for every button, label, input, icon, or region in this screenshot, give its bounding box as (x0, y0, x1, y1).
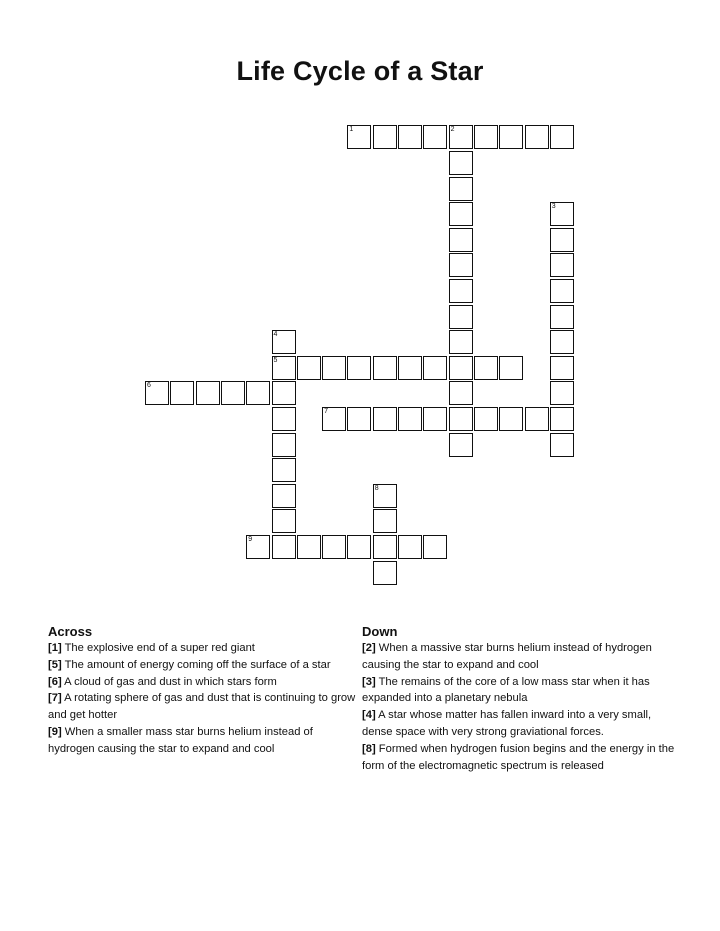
grid-cell[interactable] (499, 356, 523, 380)
grid-cell[interactable] (373, 535, 397, 559)
grid-cell[interactable] (550, 125, 574, 149)
grid-cell[interactable] (196, 381, 220, 405)
across-heading: Across (48, 624, 93, 639)
grid-cell[interactable] (449, 356, 473, 380)
down-heading: Down (362, 624, 398, 639)
grid-cell[interactable] (272, 330, 296, 354)
cell-number: 9 (248, 536, 253, 543)
clue-number: [5] (48, 658, 62, 671)
grid-cell[interactable] (474, 125, 498, 149)
grid-cell[interactable] (322, 535, 346, 559)
grid-cell[interactable] (449, 151, 473, 175)
down-clue (362, 674, 677, 708)
grid-cell[interactable] (449, 253, 473, 277)
clue-number: [9] (48, 725, 62, 738)
grid-cell[interactable] (373, 407, 397, 431)
clue-number: [4] (362, 709, 376, 722)
cell-number: 6 (147, 382, 151, 390)
grid-cell[interactable] (550, 381, 574, 405)
across-clue (48, 724, 358, 758)
grid-cell[interactable] (347, 407, 371, 431)
grid-cell[interactable] (449, 407, 473, 431)
grid-cell[interactable] (449, 177, 473, 201)
grid-cell[interactable] (499, 125, 523, 149)
across-clue (48, 640, 358, 657)
cell-number: 4 (273, 331, 278, 339)
grid-cell[interactable] (373, 509, 397, 533)
grid-cell[interactable] (347, 125, 371, 149)
down-clue (362, 707, 677, 741)
cell-number: 8 (374, 484, 379, 492)
grid-cell[interactable] (297, 356, 321, 380)
grid-cell[interactable] (246, 381, 270, 405)
grid-cell[interactable] (272, 509, 296, 533)
across-clue-list (48, 640, 358, 758)
grid-cell[interactable] (272, 407, 296, 431)
clue-number: [1] (48, 642, 62, 654)
grid-cell[interactable] (525, 125, 549, 149)
clue-text: A star whose matter has fallen inward into a very small, dense space with very strong graviational forces. (362, 709, 652, 738)
grid-cell[interactable] (423, 407, 447, 431)
grid-cell[interactable] (398, 535, 422, 559)
grid-cell[interactable] (398, 125, 422, 149)
grid-cell[interactable] (449, 433, 473, 457)
page-title: Life Cycle of a Star (236, 56, 484, 86)
grid-cell[interactable] (246, 535, 270, 559)
down-clue (362, 640, 677, 674)
grid-cell[interactable] (550, 433, 574, 457)
grid-cell[interactable] (145, 381, 169, 405)
grid-cell[interactable] (449, 381, 473, 405)
clue-text: The explosive end of a super red giant (61, 642, 255, 654)
grid-cell[interactable] (272, 433, 296, 457)
cell-number: 1 (349, 126, 354, 134)
clue-text: When a massive star burns helium instead of hydrogen causing the star to expand and cool (362, 642, 652, 671)
cell-number: 2 (450, 126, 455, 134)
grid-cell[interactable] (550, 202, 574, 226)
grid-cell[interactable] (221, 381, 245, 405)
grid-cell[interactable] (474, 356, 498, 380)
grid-cell[interactable] (449, 228, 473, 252)
down-clues (362, 623, 677, 774)
grid-cell[interactable] (170, 381, 194, 405)
grid-cell[interactable] (272, 381, 296, 405)
clue-text: The remains of the core of a low mass star when it has expanded into a planetary nebula (362, 675, 650, 705)
grid-cell[interactable] (449, 202, 473, 226)
grid-cell[interactable] (449, 279, 473, 303)
down-clue (362, 741, 677, 775)
grid-cell[interactable] (550, 356, 574, 380)
grid-cell[interactable] (550, 253, 574, 277)
clue-number: [2] (362, 642, 376, 654)
grid-cell[interactable] (272, 535, 296, 559)
grid-cell[interactable] (423, 125, 447, 149)
grid-cell[interactable] (272, 484, 296, 508)
grid-cell[interactable] (373, 561, 397, 585)
grid-cell[interactable] (550, 407, 574, 431)
grid-cell[interactable] (347, 356, 371, 380)
grid-cell[interactable] (550, 305, 574, 329)
grid-cell[interactable] (373, 356, 397, 380)
cell-number: 5 (273, 356, 278, 364)
grid-cell[interactable] (525, 407, 549, 431)
grid-cell[interactable] (449, 125, 473, 149)
across-clues (48, 623, 358, 758)
across-clue (48, 674, 358, 691)
grid-cell[interactable] (322, 356, 346, 380)
cell-number: 7 (324, 408, 328, 415)
grid-cell[interactable] (272, 356, 296, 380)
grid-cell[interactable] (550, 330, 574, 354)
clue-number: [8] (362, 742, 376, 755)
across-clue (48, 690, 358, 724)
grid-cell[interactable] (449, 305, 473, 329)
clue-text: The amount of energy coming off the surface of a star (61, 658, 331, 671)
grid-cell[interactable] (550, 279, 574, 303)
grid-cell[interactable] (550, 228, 574, 252)
clue-number: [6] (48, 675, 62, 688)
grid-cell[interactable] (373, 484, 397, 508)
clue-number: [3] (362, 675, 376, 688)
grid-cell[interactable] (373, 125, 397, 149)
grid-cell[interactable] (398, 407, 422, 431)
grid-cell[interactable] (272, 458, 296, 482)
down-clue-list (362, 640, 677, 774)
clue-text: When a smaller mass star burns helium instead of hydrogen causing the star to expand and cool (48, 725, 313, 755)
grid-cell[interactable] (423, 356, 447, 380)
grid-cell[interactable] (474, 407, 498, 431)
grid-cell[interactable] (347, 535, 371, 559)
grid-cell[interactable] (398, 356, 422, 380)
grid-cell[interactable] (423, 535, 447, 559)
clue-text: A rotating sphere of gas and dust that is continuing to grow and get hotter (48, 692, 356, 722)
cell-number: 3 (551, 203, 556, 211)
clue-number: [7] (48, 692, 62, 705)
grid-cell[interactable] (449, 330, 473, 354)
across-clue (48, 657, 358, 674)
clue-text: A cloud of gas and dust in which stars form (61, 675, 277, 688)
grid-cell[interactable] (499, 407, 523, 431)
grid-cell[interactable] (297, 535, 321, 559)
grid-cell[interactable] (322, 407, 346, 431)
clue-text: Formed when hydrogen fusion begins and the energy in the form of the electromagnetic spectrum is released (362, 742, 675, 772)
